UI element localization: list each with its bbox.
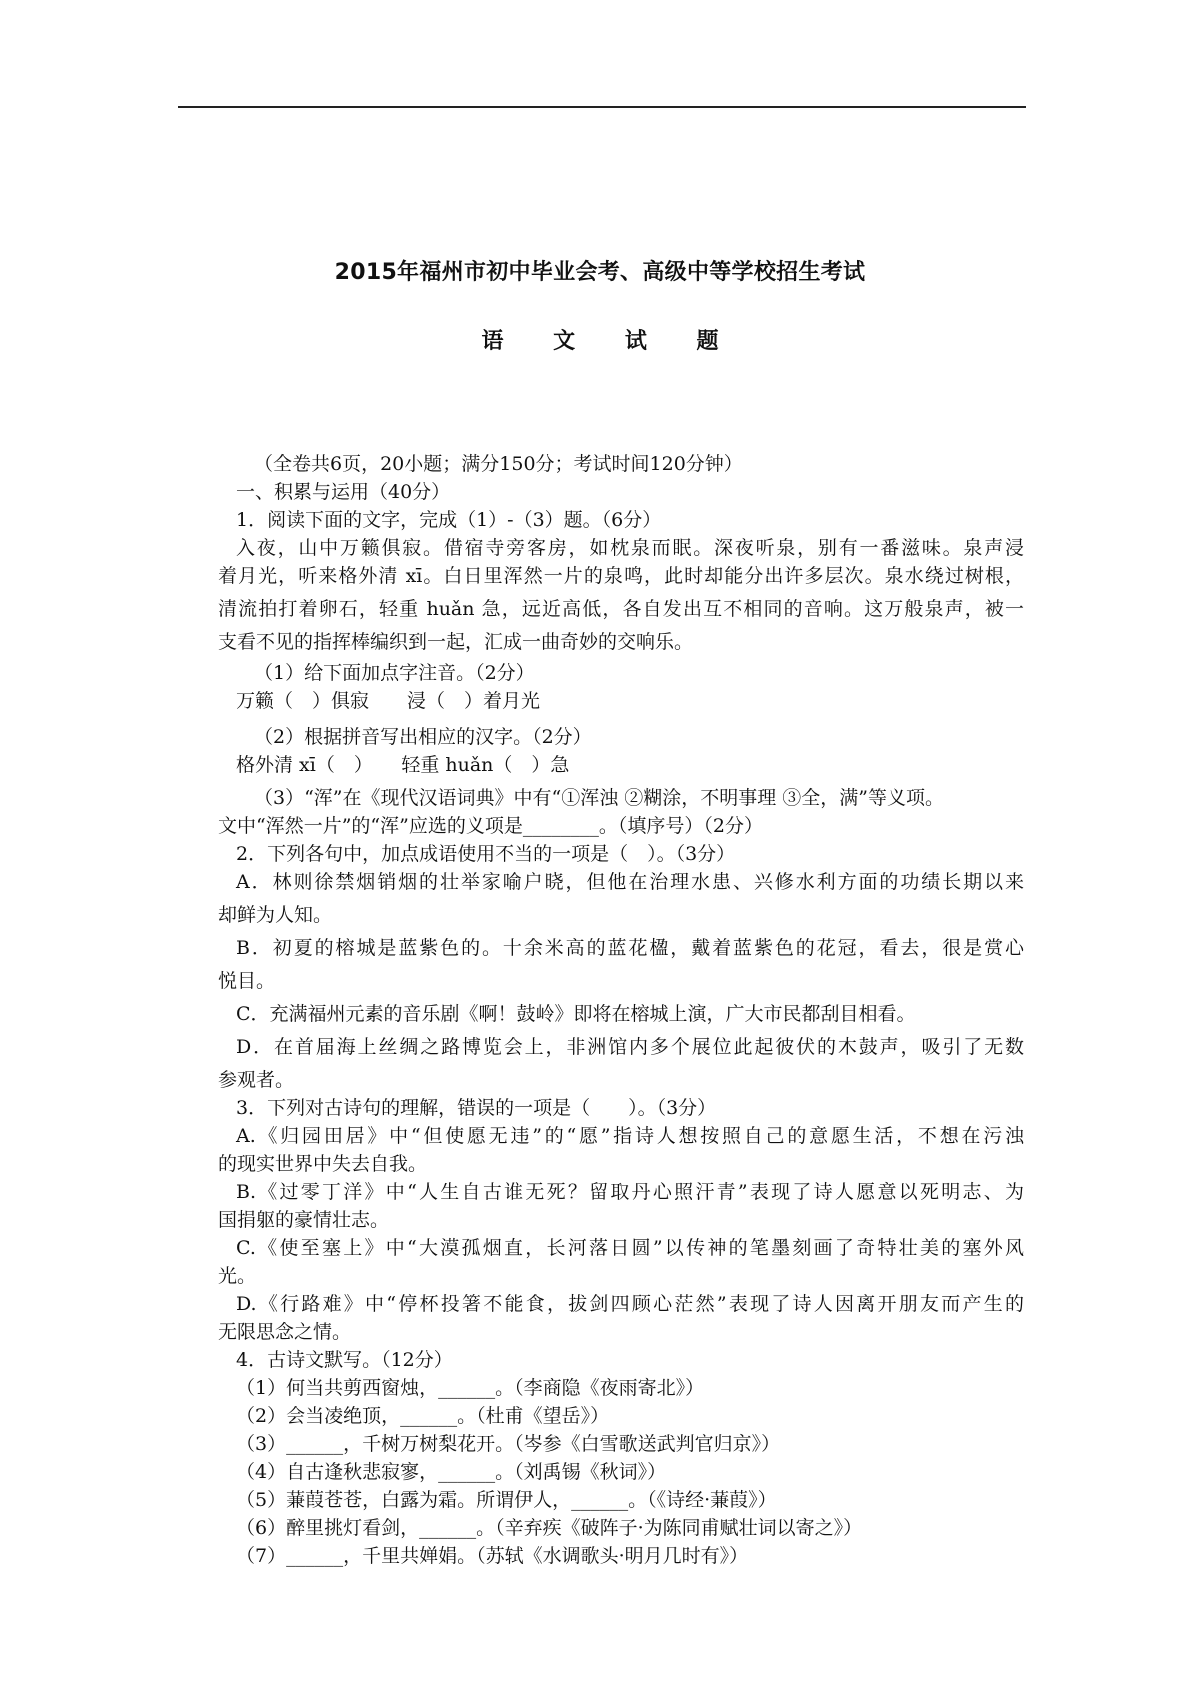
question-2-option-b-cont: 悦目。: [218, 970, 276, 992]
recitation-item: （2）会当凌绝顶，______。（杜甫《望岳》）: [236, 1405, 610, 1427]
question-2-option-b: B．初夏的榕城是蓝紫色的。十余米高的蓝花楹，戴着蓝紫色的花冠，看去，很是赏心: [236, 937, 1024, 959]
question-1-sub-1: （1）给下面加点字注音。（2分）: [254, 662, 535, 684]
question-3-option-a-cont: 的现实世界中失去自我。: [218, 1153, 428, 1175]
header-rule: [178, 106, 1026, 108]
question-2-stem: 2．下列各句中，加点成语使用不当的一项是（ ）。（3分）: [236, 843, 736, 865]
exam-body: [218, 450, 1024, 1570]
passage-line: 清流拍打着卵石，轻重 huǎn 急，远近高低，各自发出互不相同的音响。这万般泉声，被一: [218, 598, 1024, 620]
question-1-sub-3: （3）“浑”在《现代汉语词典》中有“①浑浊 ②糊涂，不明事理 ③全，满”等义项。: [254, 787, 945, 809]
question-3-option-a: A.《归园田居》中“但使愿无违”的“愿”指诗人想按照自己的意愿生活，不想在污浊: [236, 1125, 1024, 1147]
recitation-item: （1）何当共剪西窗烛，______。（李商隐《夜雨寄北》）: [236, 1377, 705, 1399]
question-1-sub-1-items: 万籁（ ）俱寂 浸（ ）着月光: [236, 690, 541, 712]
exam-scope-note: （全卷共6页，20小题；满分150分；考试时间120分钟）: [254, 453, 743, 475]
question-1-sub-3-cont: 文中“浑然一片”的“浑”应选的义项是________。（填序号）（2分）: [218, 815, 763, 837]
recitation-item: （3）______，千树万树梨花开。（岑参《白雪歌送武判官归京》）: [236, 1433, 781, 1455]
recitation-item: （7）______，千里共婵娟。（苏轼《水调歌头·明月几时有》）: [236, 1545, 749, 1567]
passage-line: 着月光，听来格外清 xī。白日里浑然一片的泉鸣，此时却能分出许多层次。泉水绕过树根，: [218, 565, 1024, 587]
question-1-sub-2-items: 格外清 xī（ ） 轻重 huǎn（ ）急: [236, 754, 570, 776]
question-2-option-d: D．在首届海上丝绸之路博览会上，非洲馆内多个展位此起彼伏的木鼓声，吸引了无数: [236, 1036, 1024, 1058]
passage-line: 入夜，山中万籁俱寂。借宿寺旁客房，如枕泉而眠。深夜听泉，别有一番滋味。泉声浸: [236, 537, 1024, 559]
recitation-item: （6）醉里挑灯看剑，______。（辛弃疾《破阵子·为陈同甫赋壮词以寄之》）: [236, 1517, 863, 1539]
question-2-option-d-cont: 参观者。: [218, 1069, 295, 1091]
question-3-option-c-cont: 光。: [218, 1265, 257, 1287]
subject-title: 语 文 试 题: [481, 329, 740, 354]
exam-title: 2015年福州市初中毕业会考、高级中等学校招生考试: [334, 260, 866, 285]
question-4-stem: 4．古诗文默写。（12分）: [236, 1349, 453, 1371]
question-2-option-c: C．充满福州元素的音乐剧《啊！鼓岭》即将在榕城上演，广大市民都刮目相看。: [236, 1003, 916, 1025]
question-3-option-c: C.《使至塞上》中“大漠孤烟直，长河落日圆”以传神的笔墨刻画了奇特壮美的塞外风: [236, 1237, 1024, 1259]
section-one-heading: 一、积累与运用（40分）: [236, 481, 451, 503]
question-1-stem: 1．阅读下面的文字，完成（1）-（3）题。（6分）: [236, 509, 662, 531]
question-3-option-d-cont: 无限思念之情。: [218, 1321, 352, 1343]
question-3-stem: 3．下列对古诗句的理解，错误的一项是（ ）。（3分）: [236, 1097, 717, 1119]
question-2-option-a: A．林则徐禁烟销烟的壮举家喻户晓，但他在治理水患、兴修水利方面的功绩长期以来: [236, 871, 1024, 893]
question-3-option-b: B.《过零丁洋》中“人生自古谁无死？留取丹心照汗青”表现了诗人愿意以死明志、为: [236, 1181, 1024, 1203]
passage-line: 支看不见的指挥棒编织到一起，汇成一曲奇妙的交响乐。: [218, 631, 694, 653]
question-1-sub-2: （2）根据拼音写出相应的汉字。（2分）: [254, 726, 592, 748]
recitation-item: （4）自古逢秋悲寂寥，______。（刘禹锡《秋词》）: [236, 1461, 667, 1483]
question-2-option-a-cont: 却鲜为人知。: [218, 904, 333, 926]
recitation-item: （5）蒹葭苍苍，白露为霜。所谓伊人，______。（《诗经·蒹葭》）: [236, 1489, 777, 1511]
question-3-option-d: D.《行路难》中“停杯投箸不能食，拔剑四顾心茫然”表现了诗人因离开朋友而产生的: [236, 1293, 1024, 1315]
question-3-option-b-cont: 国捐躯的豪情壮志。: [218, 1209, 390, 1231]
